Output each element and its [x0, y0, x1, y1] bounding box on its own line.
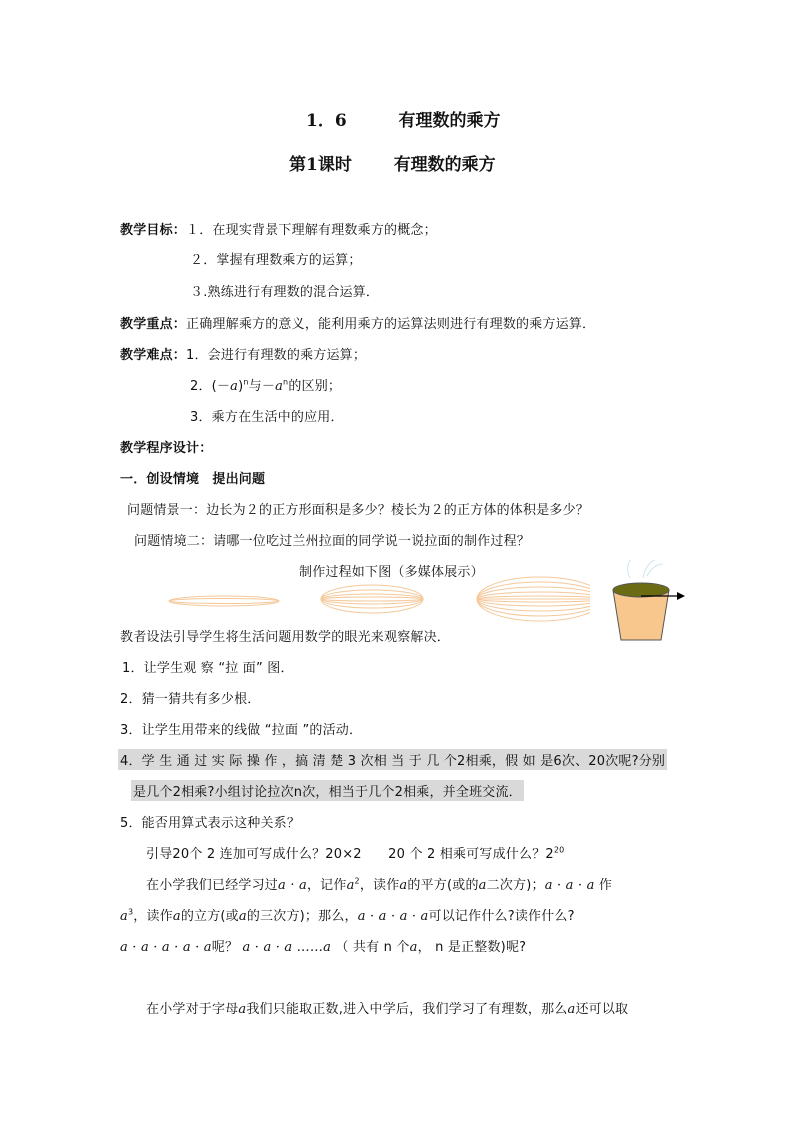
text: 的三次方)；那么，	[246, 909, 358, 924]
math-var: a	[238, 1002, 247, 1017]
text: 在小学对于字母	[146, 1002, 239, 1017]
objective-item: ２．掌握有理数乘方的运算；	[190, 253, 362, 268]
lesson-name: 有理数的乘方	[393, 155, 496, 175]
exponent: n	[243, 377, 249, 387]
math-var: a	[275, 379, 284, 394]
question-2: 问题情境二：请哪一位吃过兰州拉面的同学说一说拉面的制作过程？	[134, 534, 531, 549]
text: 的平方(或的	[407, 878, 479, 893]
noodle-figure	[160, 575, 590, 630]
text: 可以记作什么?读作什么?	[428, 909, 575, 924]
math-var: a	[399, 878, 408, 893]
math-var: a	[346, 878, 355, 893]
section-number: 1．6	[306, 111, 347, 131]
focus-text: 正确理解乘方的意义，能利用乘方的运算法则进行有理数的乘方运算．	[186, 317, 596, 332]
step-5: 5．能否用算式表示这种关系？	[120, 816, 301, 831]
math-var: a	[409, 940, 418, 955]
text: （ 共有 n 个	[335, 940, 410, 955]
text: 还可以取	[575, 1002, 629, 1017]
difficulty-item: 1．会进行有理数的乘方运算；	[186, 348, 367, 363]
text: ，读作	[133, 909, 173, 924]
text: ，读作	[359, 878, 400, 893]
text: ，记作	[306, 878, 347, 893]
difficulty-label: 教学难点：	[120, 348, 187, 363]
step-1: 1．让学生观 察 “拉 面” 图．	[122, 661, 294, 676]
text: 引导20个 2 连加可写成什么？20×2 20 个 2 相乘可写成什么？2	[146, 847, 554, 862]
lesson-number: 第1课时	[289, 155, 352, 175]
step-4-line-1: 4．学 生 通 过 实 际 操 作 ，搞 清 楚 3 次相 当 于 几 个2相乘，假 如 是6次、20次呢?分别	[118, 749, 667, 770]
math-var: a	[299, 878, 307, 893]
objective-row-1	[120, 219, 437, 238]
math-expr: a · a · a · a	[357, 909, 429, 924]
math-var: a	[567, 1002, 576, 1017]
focus-row	[120, 313, 595, 332]
text: ， n 是正整数)呢?	[417, 940, 527, 955]
section-name: 有理数的乘方	[398, 111, 501, 131]
math-var: a	[230, 379, 239, 394]
guide-text: 教者设法引导学生将生活问题用数学的眼光来观察解决．	[120, 630, 451, 645]
procedure-label: 教学程序设计：	[120, 441, 213, 456]
figure-caption: 制作过程如下图（多媒体展示）	[299, 565, 484, 580]
math-expr: a · a · a · a · a	[120, 940, 212, 955]
text: 我们只能取正数,进入中学后，我们学习了有理数，那么	[246, 1002, 568, 1017]
paragraph-1	[146, 843, 564, 862]
difficulty-row-1	[120, 344, 366, 363]
text: 的立方(或	[180, 909, 239, 924]
math-var: a	[238, 909, 247, 924]
math-expr: a · a · a ……a	[242, 940, 332, 955]
question-1: 问题情景一：边长为２的正方形面积是多少？棱长为２的正方体的体积是多少？	[127, 503, 590, 518]
text: 与－	[248, 379, 276, 394]
text: 的区别；	[288, 379, 342, 394]
objective-item: ３.熟练进行有理数的混合运算．	[190, 285, 380, 300]
math-expr: a · a · a	[544, 878, 595, 893]
exponent: 3	[127, 907, 134, 917]
noodle-strand-1	[169, 596, 279, 606]
math-var: a	[478, 878, 487, 893]
text: 在小学我们已经学习过	[146, 878, 279, 893]
text: 二次方)；	[486, 878, 545, 893]
exponent: 2	[354, 876, 360, 886]
paragraph-2-line-1	[146, 874, 612, 893]
paragraph-3	[146, 998, 628, 1017]
math-var: a	[120, 909, 128, 924]
paragraph-2-line-3	[120, 936, 526, 955]
step-4-line-2: 是几个2相乘?小组讨论拉次n次，相当于几个2相乘，并全班交流．	[131, 780, 524, 801]
section-title	[306, 106, 501, 131]
pot-soil	[613, 583, 669, 597]
math-var: a	[278, 878, 286, 893]
arrow-right-icon	[677, 592, 685, 600]
part1-heading: 一．创设情境 提出问题	[120, 472, 266, 487]
text: 呢？	[211, 940, 239, 955]
difficulty-item: 3．乘方在生活中的应用．	[190, 410, 344, 425]
paragraph-2-line-2	[120, 905, 575, 924]
objective-item: １．在现实背景下理解有理数乘方的概念；	[186, 223, 437, 238]
focus-label: 教学重点：	[120, 317, 187, 332]
pot-illustration	[585, 560, 705, 660]
difficulty-item: 2．$(-a)^n$与$-a^n$的区别；	[190, 377, 342, 394]
text: ·	[290, 878, 295, 893]
step-2: 2．猜一猜共有多少根．	[120, 692, 261, 707]
step-3: 3．让学生用带来的线做 “拉面 ”的活动．	[120, 723, 363, 738]
text: 作	[598, 878, 613, 893]
noodle-strand-2	[321, 585, 423, 613]
text: 2．(－	[190, 379, 231, 394]
lesson-title	[289, 150, 496, 175]
objectives-label: 教学目标：	[120, 223, 187, 238]
math-var: a	[172, 909, 181, 924]
exponent: n	[283, 377, 289, 387]
exponent: 20	[553, 845, 565, 855]
